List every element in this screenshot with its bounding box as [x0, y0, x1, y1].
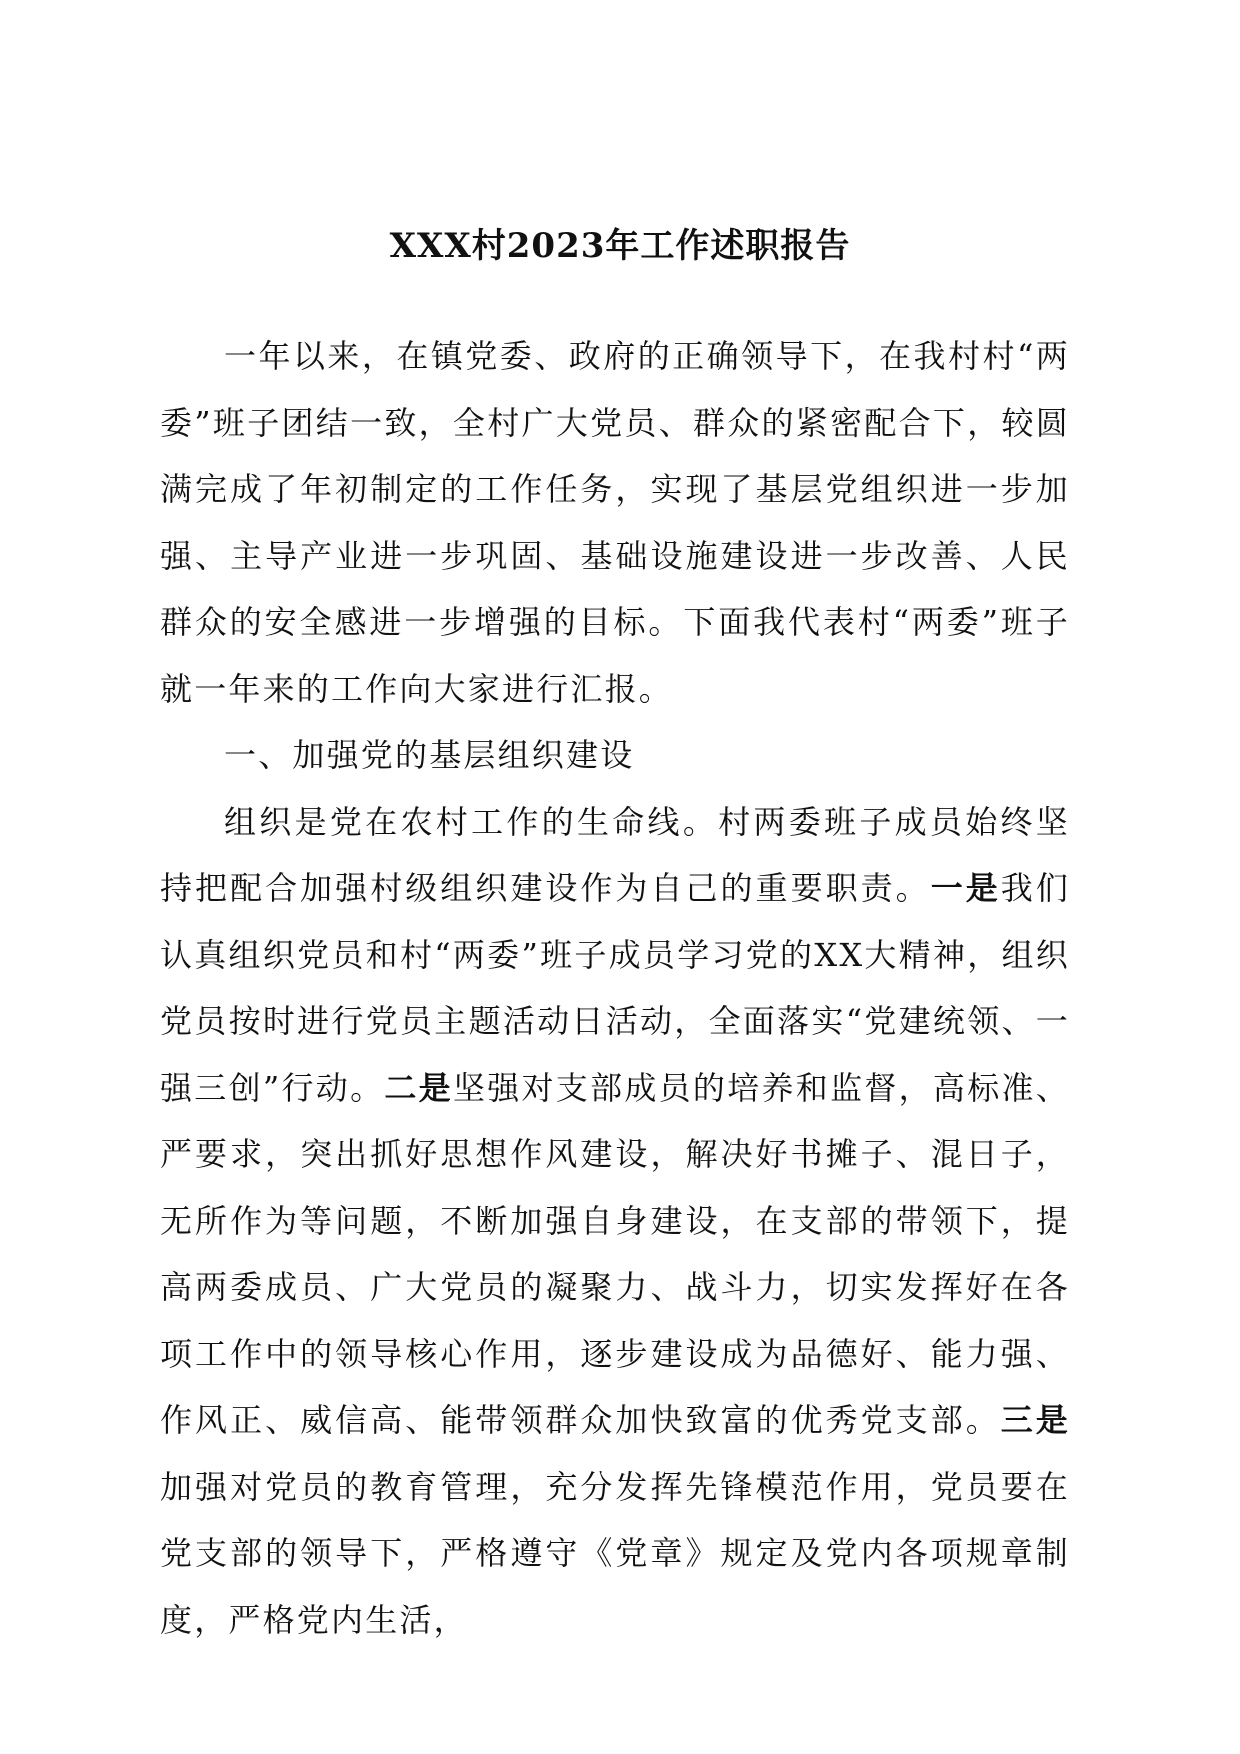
section-heading: 一、加强党的基层组织建设 [224, 736, 635, 774]
point-1-lead: 一是 [930, 869, 1001, 907]
point-3-lead: 三是 [1000, 1401, 1070, 1439]
document-title: XXX村2023年工作述职报告 [389, 226, 851, 266]
intro-paragraph: 一年以来，在镇党委、政府的正确领导下，在我村村“两委”班子团结一致，全村广大党员、群众的紧密配合下，较圆满完成了年初制定的工作任务，实现了基层党组织进一步加强、主导产业进一步巩固、基础设施建设进一步改善、人民群众的安全感进一步增强的目标。下面我代表村“两委”班子就一年来的工作向大家进行汇报。 [160, 337, 1070, 708]
point-2-text: 坚强对支部成员的培养和监督，高标准、严要求，突出抓好思想作风建设，解决好书摊子、混日子，无所作为等问题，不断加强自身建设，在支部的带领下，提高两委成员、广大党员的凝聚力、战斗力，切实发挥好在各项工作中的领导核心作用，逐步建设成为品德好、能力强、作风正、威信高、能带领群众加快致富的优秀党支部。 [160, 1068, 1070, 1439]
section-opening: 组织是党在农村工作的生命线。村两委班子成员始终坚持把配合加强村级组织建设作为自己的重要职责。 [160, 802, 1070, 907]
point-3-text: 加强对党员的教育管理，充分发挥先锋模范作用，党员要在党支部的领导下，严格遵守《党章》规定及党内各项规章制度，严格党内生活， [160, 1467, 1070, 1639]
point-2-lead: 二是 [384, 1068, 453, 1107]
section-paragraph [160, 789, 1070, 1654]
point-1-text: 我们认真组织党员和村“两委”班子成员学习党的XX大精神，组织党员按时进行党员主题活动日活动，全面落实“党建统领、一强三创”行动。 [160, 869, 1071, 1107]
document-body [160, 323, 1070, 1653]
